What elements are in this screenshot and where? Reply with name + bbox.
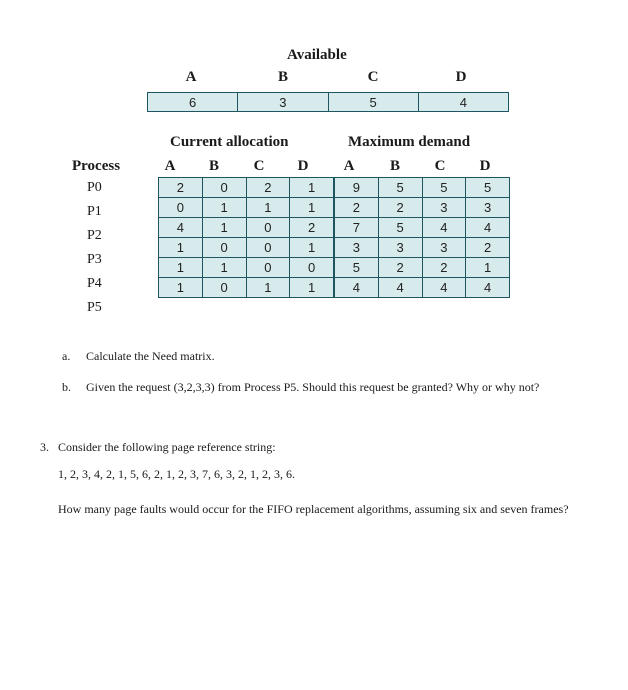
table-cell: 1 <box>159 238 203 258</box>
process-row-label: P0 <box>87 180 102 195</box>
col-header: B <box>208 158 219 174</box>
table-cell: 9 <box>335 178 379 198</box>
table-cell: 5 <box>378 178 422 198</box>
table-cell: 3 <box>378 238 422 258</box>
table-cell: 5 <box>422 178 466 198</box>
table-row <box>159 198 334 218</box>
table-row <box>159 238 334 258</box>
table-cell: 4 <box>335 278 379 298</box>
col-header: C <box>434 158 446 174</box>
question-3-text: Consider the following page reference string: <box>58 440 276 454</box>
table-cell: 2 <box>159 178 203 198</box>
table-cell: 1 <box>290 198 334 218</box>
table-cell: 2 <box>290 218 334 238</box>
table-row <box>335 238 510 258</box>
table-cell: 3 <box>335 238 379 258</box>
table-row <box>159 258 334 278</box>
table-cell: 0 <box>202 238 246 258</box>
table-cell: 5 <box>378 218 422 238</box>
table-cell: 4 <box>159 218 203 238</box>
available-value-a: 6 <box>148 93 238 112</box>
table-cell: 5 <box>335 258 379 278</box>
table-cell: 1 <box>290 278 334 298</box>
process-row-label: P4 <box>87 276 102 291</box>
available-title: Available <box>287 47 347 63</box>
table-row <box>335 278 510 298</box>
table-row <box>159 178 334 198</box>
process-row-label: P5 <box>87 300 102 315</box>
table-cell: 2 <box>335 198 379 218</box>
current-allocation-title: Current allocation <box>170 134 289 150</box>
table-cell: 1 <box>290 238 334 258</box>
available-value-d: 4 <box>418 93 508 112</box>
available-value-b: 3 <box>238 93 328 112</box>
table-cell: 2 <box>466 238 510 258</box>
col-header: A <box>164 158 176 174</box>
question-a-label: a. <box>62 349 71 363</box>
table-cell: 0 <box>246 258 290 278</box>
table-cell: 3 <box>422 198 466 218</box>
available-header-a: A <box>185 69 197 85</box>
table-cell: 3 <box>466 198 510 218</box>
table-cell: 3 <box>422 238 466 258</box>
available-header-b: B <box>277 69 288 85</box>
table-cell: 1 <box>159 278 203 298</box>
table-cell: 0 <box>246 238 290 258</box>
table-cell: 0 <box>159 198 203 218</box>
table-cell: 4 <box>378 278 422 298</box>
table-row <box>335 178 510 198</box>
table-cell: 0 <box>290 258 334 278</box>
table-cell: 1 <box>159 258 203 278</box>
table-row <box>335 198 510 218</box>
table-cell: 1 <box>246 198 290 218</box>
maximum-demand-title: Maximum demand <box>348 134 471 150</box>
process-row-label: P2 <box>87 228 102 243</box>
table-cell: 5 <box>466 178 510 198</box>
allocation-table <box>158 177 334 298</box>
available-value-c: 5 <box>328 93 418 112</box>
table-cell: 1 <box>202 218 246 238</box>
table-cell: 0 <box>202 178 246 198</box>
table-cell: 7 <box>335 218 379 238</box>
process-row-label: P3 <box>87 252 102 267</box>
table-cell: 2 <box>378 258 422 278</box>
table-cell: 2 <box>378 198 422 218</box>
table-cell: 1 <box>202 198 246 218</box>
available-table <box>147 92 509 112</box>
table-row <box>335 218 510 238</box>
question-3-prompt: How many page faults would occur for the FIFO replacement algorithms, assuming six and seven frames? <box>58 502 569 516</box>
table-row <box>159 278 334 298</box>
available-header-d: D <box>455 69 467 85</box>
question-a-text: Calculate the Need matrix. <box>86 349 215 363</box>
table-cell: 1 <box>466 258 510 278</box>
question-3-label: 3. <box>40 440 49 454</box>
max-demand-table <box>334 177 510 298</box>
table-cell: 4 <box>466 278 510 298</box>
table-cell: 4 <box>422 278 466 298</box>
page-reference-string: 1, 2, 3, 4, 2, 1, 5, 6, 2, 1, 2, 3, 7, 6, 3, 2, 1, 2, 3, 6. <box>58 467 295 481</box>
process-row-label: P1 <box>87 204 102 219</box>
col-header: B <box>389 158 400 174</box>
table-cell: 1 <box>202 258 246 278</box>
question-b-label: b. <box>62 380 71 394</box>
available-header-c: C <box>367 69 379 85</box>
col-header: C <box>253 158 265 174</box>
col-header: A <box>343 158 355 174</box>
table-row <box>335 258 510 278</box>
table-cell: 0 <box>202 278 246 298</box>
table-cell: 4 <box>422 218 466 238</box>
table-cell: 2 <box>246 178 290 198</box>
question-b-text: Given the request (3,2,3,3) from Process P5. Should this request be granted? Why or why not? <box>86 380 540 394</box>
col-header: D <box>297 158 309 174</box>
col-header: D <box>479 158 491 174</box>
table-cell: 4 <box>466 218 510 238</box>
table-cell: 1 <box>246 278 290 298</box>
table-cell: 1 <box>290 178 334 198</box>
table-cell: 0 <box>246 218 290 238</box>
process-label: Process <box>72 158 121 174</box>
table-cell: 2 <box>422 258 466 278</box>
table-row <box>159 218 334 238</box>
